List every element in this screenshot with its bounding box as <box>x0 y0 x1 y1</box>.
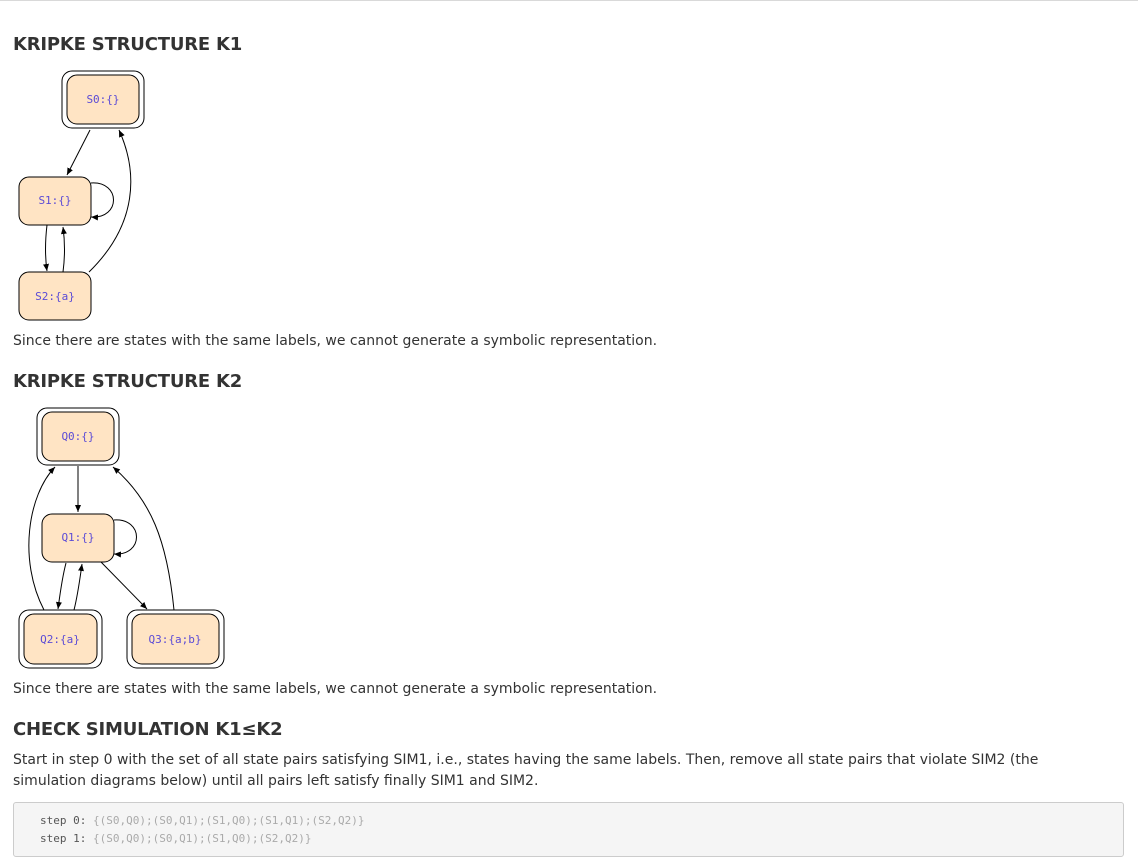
k2-edge-q1-q2 <box>58 563 66 609</box>
k2-state-q2-label: Q2:{a} <box>40 633 80 646</box>
k1-edge-s2-s1 <box>63 227 65 272</box>
k1-edge-s1-s2 <box>46 225 48 271</box>
k2-edge-q3-q0 <box>113 467 174 610</box>
steps-code-block <box>13 802 1124 857</box>
k1-state-s2 <box>19 272 91 320</box>
k1-note: Since there are states with the same labels, we cannot generate a symbolic representation. <box>13 333 658 349</box>
k1-graph <box>13 62 153 327</box>
k2-state-q3 <box>127 610 224 668</box>
step-label: step 0: <box>40 814 87 827</box>
k2-state-q3-label: Q3:{a;b} <box>148 633 202 646</box>
step-pairs: {(S0,Q0);(S0,Q1);(S1,Q0);(S1,Q1);(S2,Q2)} <box>92 814 365 827</box>
step-line <box>40 832 312 845</box>
k2-edge-q1-q1 <box>114 520 137 554</box>
k1-state-s0-label: S0:{} <box>86 93 120 106</box>
k2-edge-q1-q3 <box>101 562 147 609</box>
k2-graph <box>13 400 233 675</box>
check-heading: CHECK SIMULATION K1≤K2 <box>13 719 283 740</box>
k2-state-q2 <box>19 610 102 668</box>
k2-note: Since there are states with the same labels, we cannot generate a symbolic representation. <box>13 681 658 697</box>
k2-state-q1 <box>42 514 114 562</box>
k1-edge-s2-s0 <box>89 130 131 272</box>
k1-state-s2-label: S2:{a} <box>35 290 75 303</box>
k2-state-q1-label: Q1:{} <box>61 531 95 544</box>
k2-state-q0 <box>37 408 119 465</box>
k1-edge-s0-s1 <box>67 130 90 175</box>
k1-state-s1-label: S1:{} <box>38 194 72 207</box>
k2-edge-q2-q1 <box>74 564 82 610</box>
check-description: Start in step 0 with the set of all state pairs satisfying SIM1, i.e., states having the same labels. Then, remove all state pairs that violate SIM2 (the simulation diagrams below) until all pairs left satisfy finally SIM1 and SIM2. <box>13 752 1039 789</box>
k2-heading: KRIPKE STRUCTURE K2 <box>13 371 243 392</box>
step-label: step 1: <box>40 832 87 845</box>
k1-edge-s1-s1 <box>91 183 114 217</box>
k2-state-q0-label: Q0:{} <box>61 430 95 443</box>
k1-state-s0 <box>62 71 144 128</box>
top-divider <box>0 0 1138 1</box>
k1-state-s1 <box>19 177 91 225</box>
step-line <box>40 814 365 827</box>
step-pairs: {(S0,Q0);(S0,Q1);(S1,Q0);(S2,Q2)} <box>92 832 312 845</box>
k1-heading: KRIPKE STRUCTURE K1 <box>13 34 243 55</box>
